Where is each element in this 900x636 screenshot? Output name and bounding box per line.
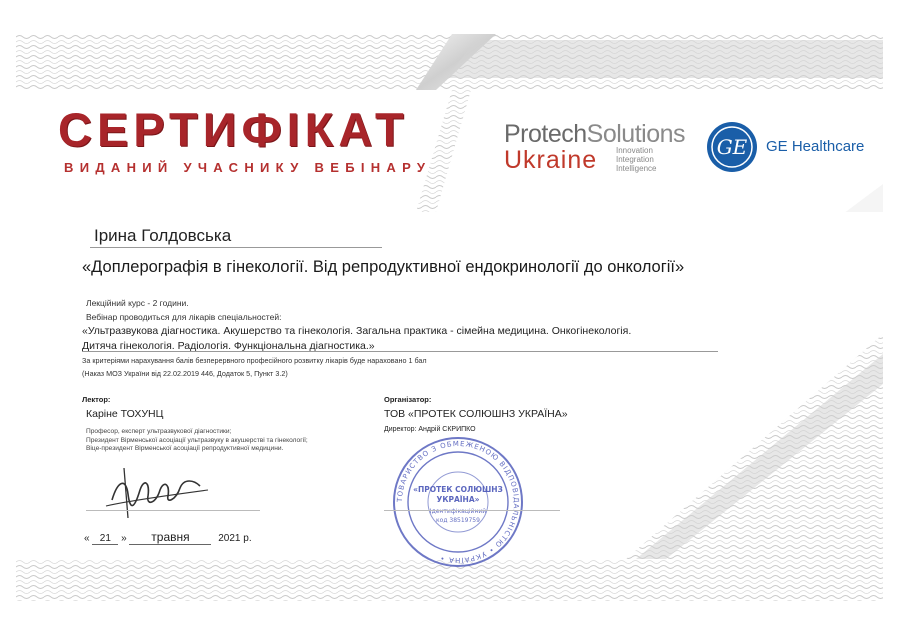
ge-mark: GE xyxy=(716,135,748,159)
solutions-word: Solutions xyxy=(586,120,686,148)
lector-name: Каріне ТОХУНЦ xyxy=(86,408,164,420)
protech-logo-line1 xyxy=(504,120,685,149)
tagline-intelligence: Intelligence xyxy=(616,164,657,173)
date-quote-close: » xyxy=(121,533,127,544)
webinar-title: «Доплерографія в гінекології. Від репродуктивної ендокринології до онкології» xyxy=(82,258,685,276)
certificate-subtitle: ВИДАНИЙ УЧАСНИКУ ВЕБІНАРУ xyxy=(64,160,432,175)
protech-logo-ukraine: Ukraine xyxy=(504,146,598,174)
protech-word: Protech xyxy=(504,120,587,148)
lector-cred-line1: Професор, експерт ультразвукової діагностики; xyxy=(86,428,232,435)
organizer-label: Організатор: xyxy=(384,395,432,404)
certificate xyxy=(16,34,883,601)
ge-healthcare-label: GE Healthcare xyxy=(766,138,865,155)
lector-label: Лектор: xyxy=(82,395,111,404)
lector-signature xyxy=(104,460,214,520)
for-doctors: Вебінар проводиться для лікарів спеціальностей: xyxy=(86,312,282,322)
specialties xyxy=(82,324,722,354)
name-underline xyxy=(90,247,382,248)
organizer-name: ТОВ «ПРОТЕК СОЛЮШНЗ УКРАЇНА» xyxy=(384,408,568,420)
lecture-course: Лекційний курс - 2 години. xyxy=(86,298,189,308)
organizer-director: Директор: Андрій СКРИПКО xyxy=(384,426,476,433)
stamp-line3: Ідентифікаційний xyxy=(429,508,487,515)
specialties-line2: Дитяча гінекологія. Радіологія. Функціональна діагностика.» xyxy=(82,340,375,352)
date-quote-open: « xyxy=(84,533,90,544)
lector-signature-line xyxy=(86,510,260,511)
ministry-order: (Наказ МОЗ України від 22.02.2019 446, Додаток 5, Пункт 3.2) xyxy=(82,369,288,378)
participant-name: Ірина Голдовська xyxy=(94,226,232,245)
specialties-underline xyxy=(82,351,718,352)
stamp-line1: «ПРОТЕК СОЛЮШНЗ xyxy=(413,485,503,494)
date-day: 21 xyxy=(92,533,118,545)
date-month: травня xyxy=(129,530,211,545)
ge-monogram-icon xyxy=(706,121,758,173)
stamp-line2: УКРАЇНА» xyxy=(436,495,480,504)
stamp-ring-text: ТОВАРИСТВО З ОБМЕЖЕНОЮ ВІДПОВІДАЛЬНІСТЮ • УКРАЇНА • xyxy=(395,439,521,565)
cpd-criteria: За критеріями нарахування балів безперервного професійного розвитку лікарів буде нараховано 1 бал xyxy=(82,356,427,365)
lector-cred-line2: Президент Вірменської асоціації ультразвуку в акушерстві та гінекології; xyxy=(86,436,308,444)
certificate-title: СЕРТИФІКАТ xyxy=(58,103,409,156)
organizer-stamp xyxy=(390,434,526,570)
protech-tagline xyxy=(616,146,656,173)
specialties-line1: «Ультразвукова діагностика. Акушерство та гінекологія. Загальна практика - сімейна медицина. Онкогінекологія. xyxy=(82,325,632,337)
date-year: 2021 р. xyxy=(218,533,252,544)
stamp-line4: код 38519759 xyxy=(436,517,480,524)
tagline-integration: Integration xyxy=(616,155,654,164)
lector-cred-line3: Віце-президент Вірменської асоціації репродуктивної медицини. xyxy=(86,445,284,452)
lector-credentials xyxy=(86,428,308,454)
issue-date xyxy=(84,530,252,545)
tagline-innovation: Innovation xyxy=(616,146,653,155)
organizer-signature-line xyxy=(384,510,560,511)
